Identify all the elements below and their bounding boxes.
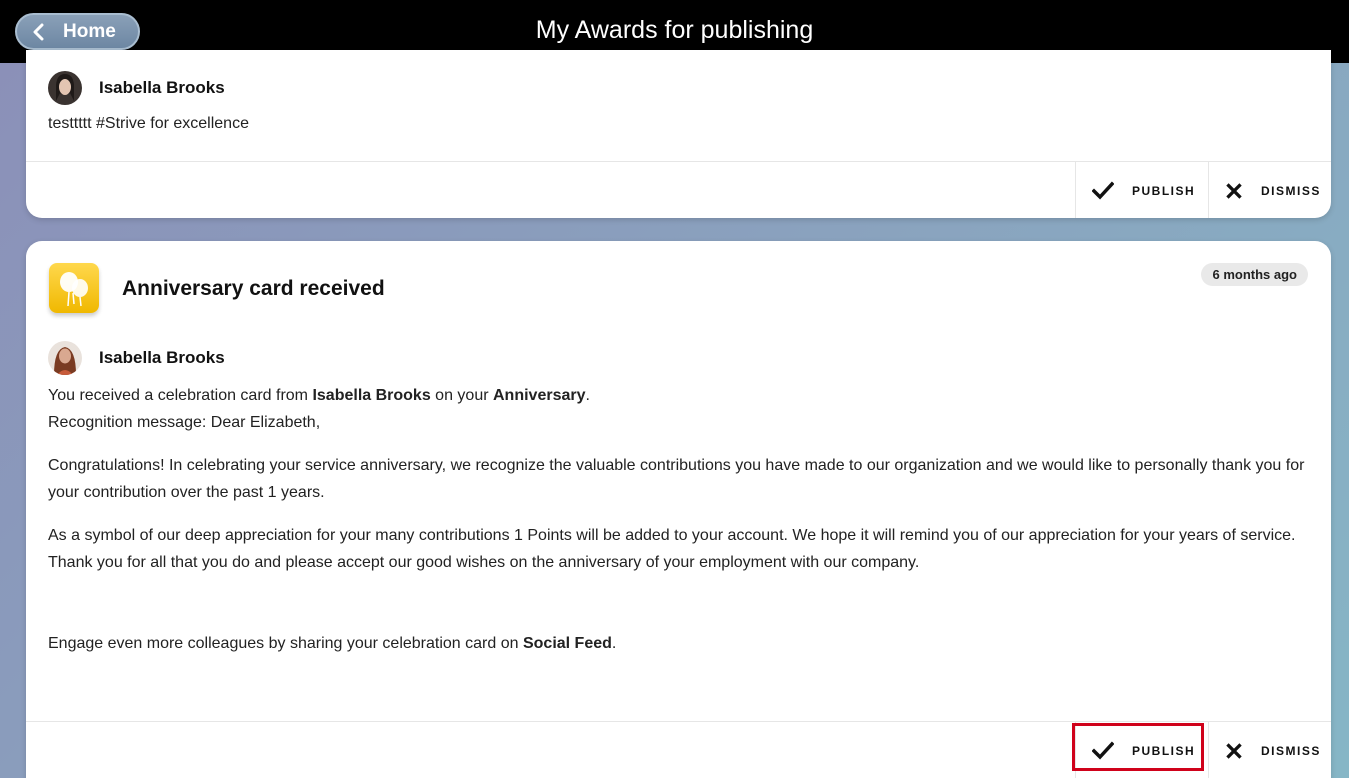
card-footer: [26, 161, 1331, 218]
share-paragraph: Engage even more colleagues by sharing your celebration card on Social Feed.: [48, 635, 617, 652]
checkmark-icon: [1092, 740, 1114, 762]
card-body: [48, 382, 1313, 673]
award-card-1: [26, 50, 1331, 218]
card-author: [48, 341, 225, 375]
award-card-2: [26, 241, 1331, 778]
congrats-paragraph: Congratulations! In celebrating your service anniversary, we recognize the valuable contributions you have made to our organization and we would like to personally thank you for your contribution over the past 1 years.: [48, 457, 1305, 501]
time-badge: 6 months ago: [1201, 263, 1308, 286]
close-icon: [1225, 182, 1243, 200]
checkmark-icon: [1092, 180, 1114, 202]
dismiss-button[interactable]: [1208, 722, 1331, 778]
thanks-paragraph: Thank you for all that you do and please accept our good wishes on the anniversary of your employment with our company.: [48, 554, 920, 571]
author-name: Isabella Brooks: [99, 78, 225, 97]
sender-name: Isabella Brooks: [312, 387, 431, 404]
card-title: Anniversary card received: [122, 277, 385, 300]
avatar: [48, 71, 82, 105]
publish-label: PUBLISH: [1132, 183, 1196, 198]
home-button-label: Home: [63, 20, 116, 42]
page-title: My Awards for publishing: [535, 16, 814, 44]
appreciation-paragraph: As a symbol of our deep appreciation for your many contributions 1 Points will be added to your account. We hope it will remind you of our appreciation for your years of service.: [48, 527, 1296, 544]
card-message: testtttt #Strive for excellence: [48, 115, 249, 132]
author-name: Isabella Brooks: [99, 348, 225, 367]
avatar: [48, 341, 82, 375]
dismiss-label: DISMISS: [1261, 183, 1321, 198]
card-footer: [26, 721, 1331, 778]
publish-button[interactable]: [1075, 722, 1208, 778]
card-author: [48, 71, 225, 105]
close-icon: [1225, 742, 1243, 760]
publish-label: PUBLISH: [1132, 743, 1196, 758]
publish-button[interactable]: [1075, 162, 1208, 218]
card-intro-line: You received a celebration card from Isabella Brooks on your Anniversary.: [48, 387, 590, 404]
event-name: Anniversary: [493, 387, 586, 404]
dismiss-button[interactable]: [1208, 162, 1331, 218]
dismiss-label: DISMISS: [1261, 743, 1321, 758]
recognition-line: Recognition message: Dear Elizabeth,: [48, 414, 321, 431]
social-feed-link[interactable]: Social Feed: [522, 635, 612, 652]
balloons-icon: [49, 263, 99, 313]
